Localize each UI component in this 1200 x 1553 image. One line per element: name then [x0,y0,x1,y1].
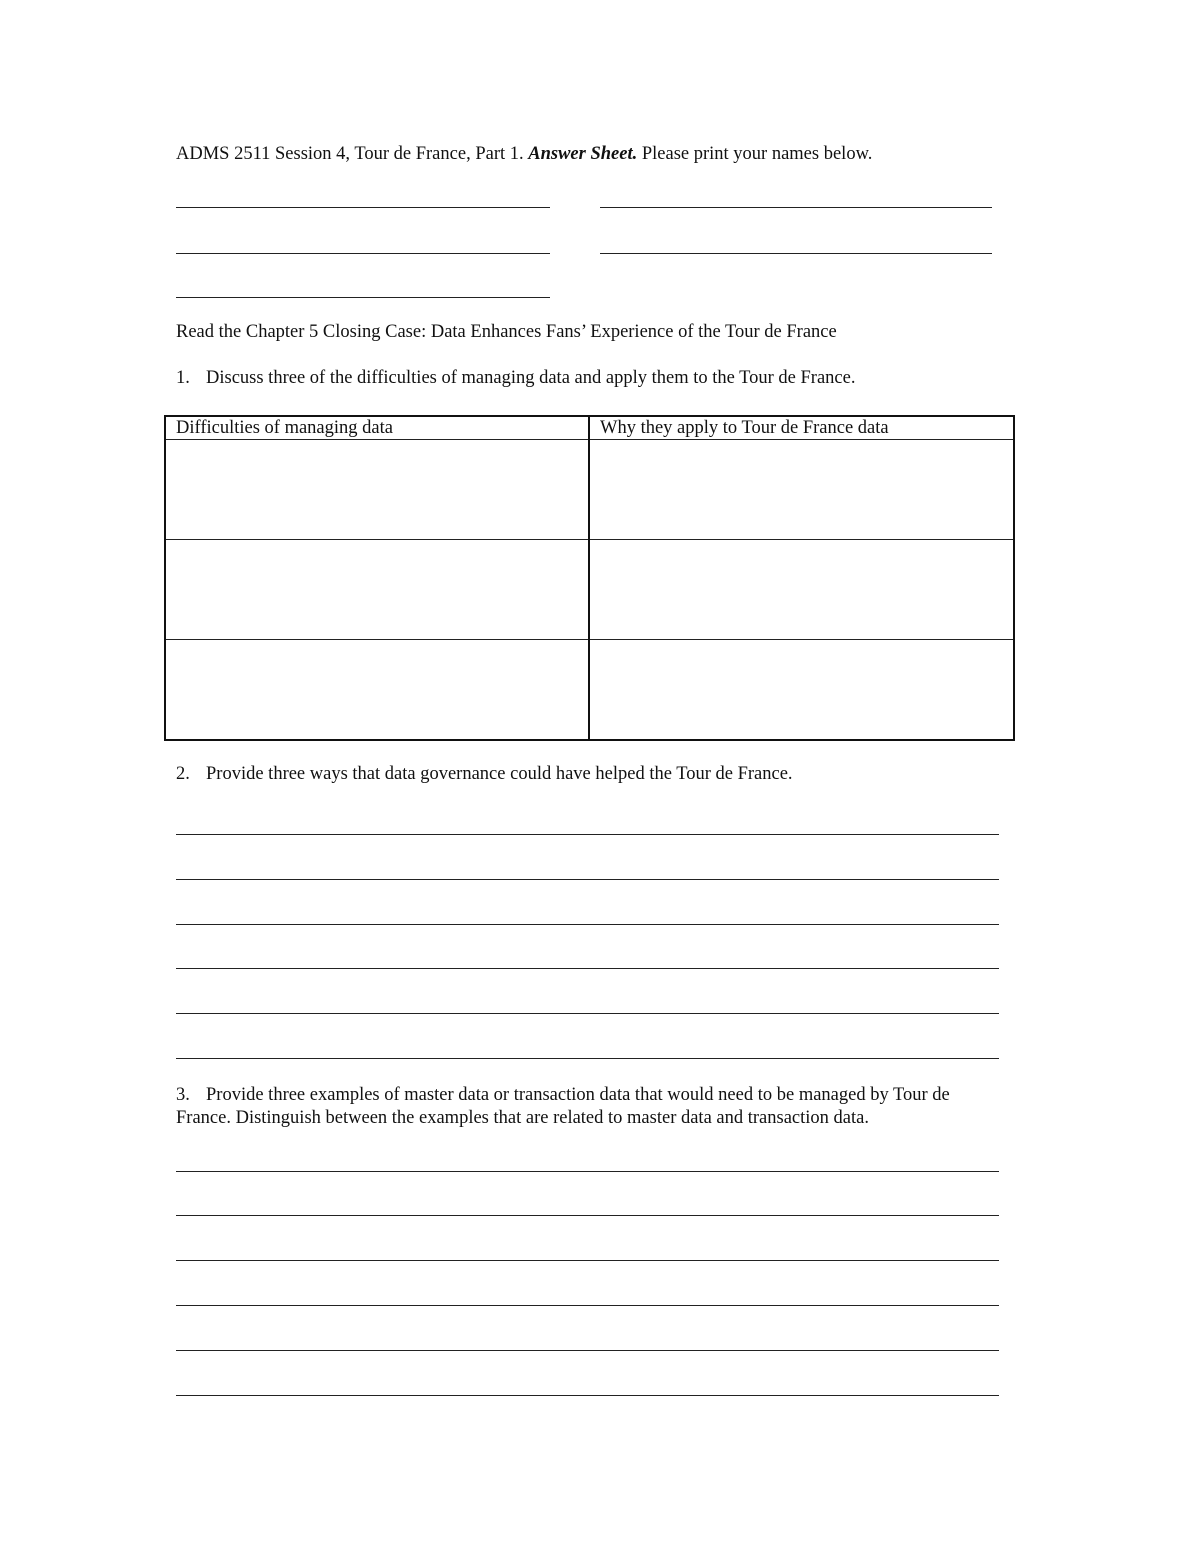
question-1-number: 1. [176,368,190,388]
name-line-1[interactable] [176,207,550,208]
question-1 [176,367,855,389]
answer-line-q3[interactable] [176,1350,999,1351]
answer-line-q2[interactable] [176,834,999,835]
question-3-number: 3. [176,1085,190,1105]
answer-line-q3[interactable] [176,1305,999,1306]
name-line-2[interactable] [600,207,992,208]
name-line-3[interactable] [176,253,550,254]
page-title [176,143,872,165]
answer-line-q2[interactable] [176,924,999,925]
question-2-text: Provide three ways that data governance could have helped the Tour de France. [206,764,793,784]
question-3 [176,1084,950,1106]
title-prefix: ADMS 2511 Session 4, Tour de France, Part 1. [176,144,524,164]
name-line-4[interactable] [600,253,992,254]
title-emphasis: Answer Sheet. [528,144,638,164]
question-2-number: 2. [176,764,190,784]
question-1-text: Discuss three of the difficulties of managing data and apply them to the Tour de France. [206,368,856,388]
table-cell-difficulty-3[interactable] [165,640,589,741]
table-header-row [165,416,1014,440]
name-line-5[interactable] [176,297,550,298]
answer-line-q2[interactable] [176,1058,999,1059]
answer-line-q3[interactable] [176,1171,999,1172]
table-cell-difficulty-1[interactable] [165,440,589,540]
answer-line-q2[interactable] [176,968,999,969]
title-suffix: Please print your names below. [641,144,873,164]
table-cell-why-2[interactable] [589,540,1014,640]
table-cell-why-1[interactable] [589,440,1014,540]
difficulties-table [164,415,1015,741]
answer-line-q2[interactable] [176,1013,999,1014]
table-cell-why-3[interactable] [589,640,1014,741]
answer-line-q3[interactable] [176,1260,999,1261]
table-header-difficulties: Difficulties of managing data [165,416,589,440]
answer-line-q2[interactable] [176,879,999,880]
answer-line-q3[interactable] [176,1215,999,1216]
question-3-text-line-1: Provide three examples of master data or transaction data that would need to be managed by Tour de [206,1085,950,1105]
table-row [165,540,1014,640]
table-row [165,440,1014,540]
table-cell-difficulty-2[interactable] [165,540,589,640]
question-2 [176,763,793,785]
question-3-text-line-2: France. Distinguish between the examples that are related to master data and transaction data. [176,1108,869,1128]
case-intro: Read the Chapter 5 Closing Case: Data Enhances Fans’ Experience of the Tour de France [176,322,837,342]
table-row [165,640,1014,741]
table-header-why: Why they apply to Tour de France data [589,416,1014,440]
answer-line-q3[interactable] [176,1395,999,1396]
